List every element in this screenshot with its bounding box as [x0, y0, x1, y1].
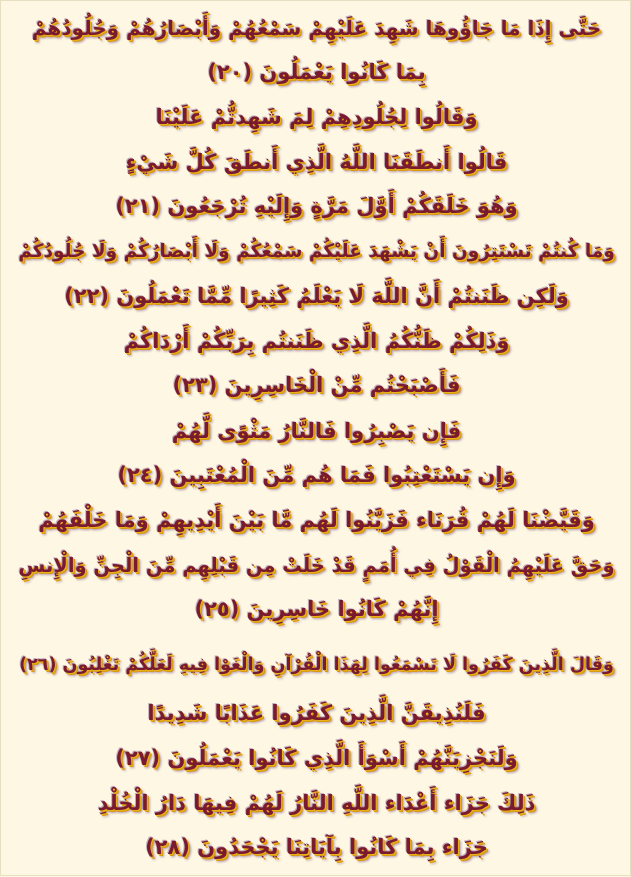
verse-line: وَقَالَ الَّذِينَ كَفَرُوا لَا تَسْمَعُوا لِهَذَا الْقُرْآنِ وَالْغَوْا فِيهِ لَعَلَّكُمْ تَغْلِبُونَ (٢٦) — [19, 655, 614, 675]
verse-line: قَالُوا أَنطَقَنَا اللَّهُ الَّذِي أَنطَقَ كُلَّ شَيْءٍ — [125, 150, 508, 174]
verse-line: وَمَا كُنتُمْ تَسْتَتِرُونَ أَنْ يَشْهَدَ عَلَيْكُمْ سَمْعُكُمْ وَلَا أَبْصَارُكُمْ وَلَا جُلُودُكُمْ — [18, 240, 615, 262]
verse-line: فَأَصْبَحْتُم مِّنْ الْخَاسِرِينَ (٢٣) — [172, 373, 461, 397]
verse-list — [1, 1, 631, 877]
verse-line: وَلَكِن ظَنَنتُمْ أَنَّ اللَّهَ لَا يَعْلَمُ كَثِيرًا مِّمَّا تَعْمَلُونَ (٢٢) — [64, 284, 569, 308]
verse-line: وَحَقَّ عَلَيْهِمُ الْقَوْلُ فِي أُمَمٍ قَدْ خَلَتْ مِن قَبْلِهِم مِّنَ الْجِنِّ وَالْإِنسِ — [18, 553, 615, 577]
verse-line: وَقَالُوا لِجُلُودِهِمْ لِمَ شَهِدتُّمْ عَلَيْنَا — [155, 105, 478, 129]
verse-line: وَإِن يَسْتَعْتِبُوا فَمَا هُم مِّنَ الْمُعْتَبِينَ (٢٤) — [117, 463, 516, 487]
verse-line: فَإِن يَصْبِرُوا فَالنَّارُ مَثْوًى لَّهُمْ — [171, 419, 462, 443]
verse-line: بِمَا كَانُوا يَعْمَلُونَ (٢٠) — [207, 60, 426, 84]
verse-line: وَهُوَ خَلَقَكُمْ أَوَّلَ مَرَّةٍ وَإِلَيْهِ تُرْجَعُونَ (٢١) — [115, 194, 518, 218]
verse-line: جَزَاء بِمَا كَانُوا بِآيَاتِنَا يَجْحَدُونَ (٢٨) — [145, 835, 488, 859]
verse-line: إِنَّهُمْ كَانُوا خَاسِرِينَ (٢٥) — [194, 597, 439, 621]
verse-line: وَذَلِكُمْ ظَنُّكُمُ الَّذِي ظَنَنتُم بِرَبِّكُمْ أَرْدَاكُمْ — [123, 329, 510, 353]
verse-line: فَلَنُذِيقَنَّ الَّذِينَ كَفَرُوا عَذَابًا شَدِيدًا — [147, 701, 486, 725]
verse-line: وَقَيَّضْنَا لَهُمْ قُرَنَاء فَزَيَّنُوا لَهُم مَّا بَيْنَ أَيْدِيهِمْ وَمَا خَلْفَهُمْ — [38, 508, 595, 532]
verse-line: حَتَّى إِذَا مَا جَاؤُوهَا شَهِدَ عَلَيْهِمْ سَمْعُهُمْ وَأَبْصَارُهُمْ وَجُلُودُهُمْ — [31, 16, 602, 40]
verse-line: وَلَنَجْزِيَنَّهُمْ أَسْوَأَ الَّذِي كَانُوا يَعْمَلُونَ (٢٧) — [115, 746, 518, 770]
verse-line: ذَلِكَ جَزَاء أَعْدَاء اللَّهِ النَّارُ لَهُمْ فِيهَا دَارُ الْخُلْدِ — [97, 791, 536, 815]
